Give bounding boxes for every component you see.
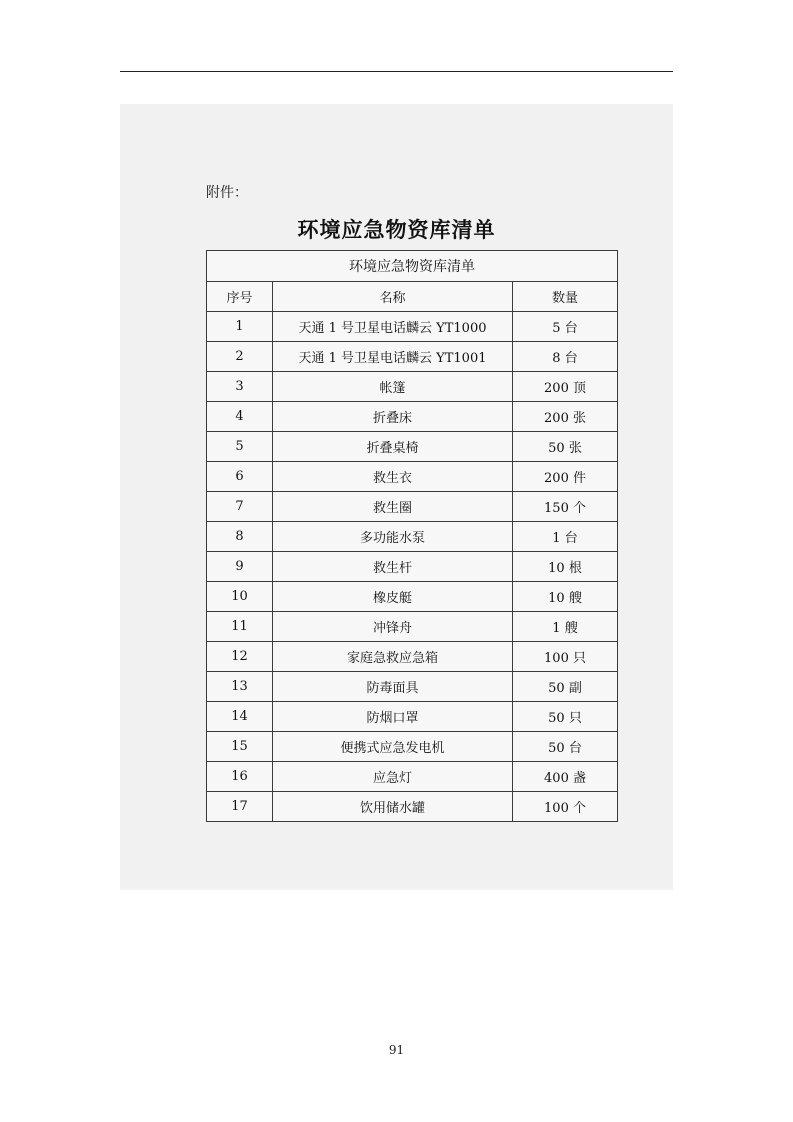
table-row: [207, 612, 618, 642]
row-quantity: 8 台: [513, 342, 618, 372]
row-name: 天通 1 号卫星电话麟云 YT1000: [273, 312, 513, 342]
row-quantity: 50 张: [513, 432, 618, 462]
header-quantity: 数量: [513, 282, 618, 312]
row-index: 12: [207, 642, 273, 672]
row-quantity: 1 艘: [513, 612, 618, 642]
row-quantity: 50 副: [513, 672, 618, 702]
row-index: 8: [207, 522, 273, 552]
row-name: 救生杆: [273, 552, 513, 582]
row-index: 5: [207, 432, 273, 462]
table-row: [207, 702, 618, 732]
row-name: 防毒面具: [273, 672, 513, 702]
scanned-page: [120, 104, 673, 890]
row-index: 16: [207, 762, 273, 792]
row-quantity: 200 顶: [513, 372, 618, 402]
row-quantity: 1 台: [513, 522, 618, 552]
table-row: [207, 642, 618, 672]
row-name: 饮用储水罐: [273, 792, 513, 822]
inventory-table: [206, 250, 618, 822]
header-index: 序号: [207, 282, 273, 312]
table-row: [207, 342, 618, 372]
table-row: [207, 582, 618, 612]
row-index: 1: [207, 312, 273, 342]
row-index: 13: [207, 672, 273, 702]
row-index: 6: [207, 462, 273, 492]
row-quantity: 400 盏: [513, 762, 618, 792]
row-name: 橡皮艇: [273, 582, 513, 612]
row-name: 多功能水泵: [273, 522, 513, 552]
row-name: 便携式应急发电机: [273, 732, 513, 762]
row-quantity: 100 个: [513, 792, 618, 822]
table-caption: 环境应急物资库清单: [207, 251, 618, 282]
row-index: 15: [207, 732, 273, 762]
header-rule: [120, 71, 673, 72]
row-index: 4: [207, 402, 273, 432]
row-name: 冲锋舟: [273, 612, 513, 642]
row-quantity: 50 台: [513, 732, 618, 762]
row-name: 家庭急救应急箱: [273, 642, 513, 672]
row-quantity: 200 张: [513, 402, 618, 432]
table-row: [207, 432, 618, 462]
row-name: 帐篷: [273, 372, 513, 402]
row-name: 天通 1 号卫星电话麟云 YT1001: [273, 342, 513, 372]
table-row: [207, 762, 618, 792]
row-quantity: 50 只: [513, 702, 618, 732]
row-name: 应急灯: [273, 762, 513, 792]
row-name: 折叠床: [273, 402, 513, 432]
row-quantity: 100 只: [513, 642, 618, 672]
page-number: 91: [388, 1043, 405, 1057]
table-row: [207, 672, 618, 702]
table-row: [207, 522, 618, 552]
row-quantity: 10 根: [513, 552, 618, 582]
row-index: 3: [207, 372, 273, 402]
header-name: 名称: [273, 282, 513, 312]
row-index: 17: [207, 792, 273, 822]
row-index: 2: [207, 342, 273, 372]
table-row: [207, 312, 618, 342]
attachment-label: 附件：: [206, 185, 248, 201]
table-header-row: [207, 282, 618, 312]
table-row: [207, 492, 618, 522]
table-row: [207, 792, 618, 822]
table-row: [207, 732, 618, 762]
table-caption-row: [207, 251, 618, 282]
row-index: 7: [207, 492, 273, 522]
row-quantity: 150 个: [513, 492, 618, 522]
table-row: [207, 372, 618, 402]
document-title: 环境应急物资库清单: [297, 218, 496, 242]
row-quantity: 10 艘: [513, 582, 618, 612]
row-quantity: 200 件: [513, 462, 618, 492]
row-name: 折叠桌椅: [273, 432, 513, 462]
table-row: [207, 552, 618, 582]
row-name: 救生圈: [273, 492, 513, 522]
row-index: 9: [207, 552, 273, 582]
row-index: 11: [207, 612, 273, 642]
table-row: [207, 462, 618, 492]
row-name: 防烟口罩: [273, 702, 513, 732]
row-name: 救生衣: [273, 462, 513, 492]
row-index: 10: [207, 582, 273, 612]
table-row: [207, 402, 618, 432]
row-index: 14: [207, 702, 273, 732]
row-quantity: 5 台: [513, 312, 618, 342]
